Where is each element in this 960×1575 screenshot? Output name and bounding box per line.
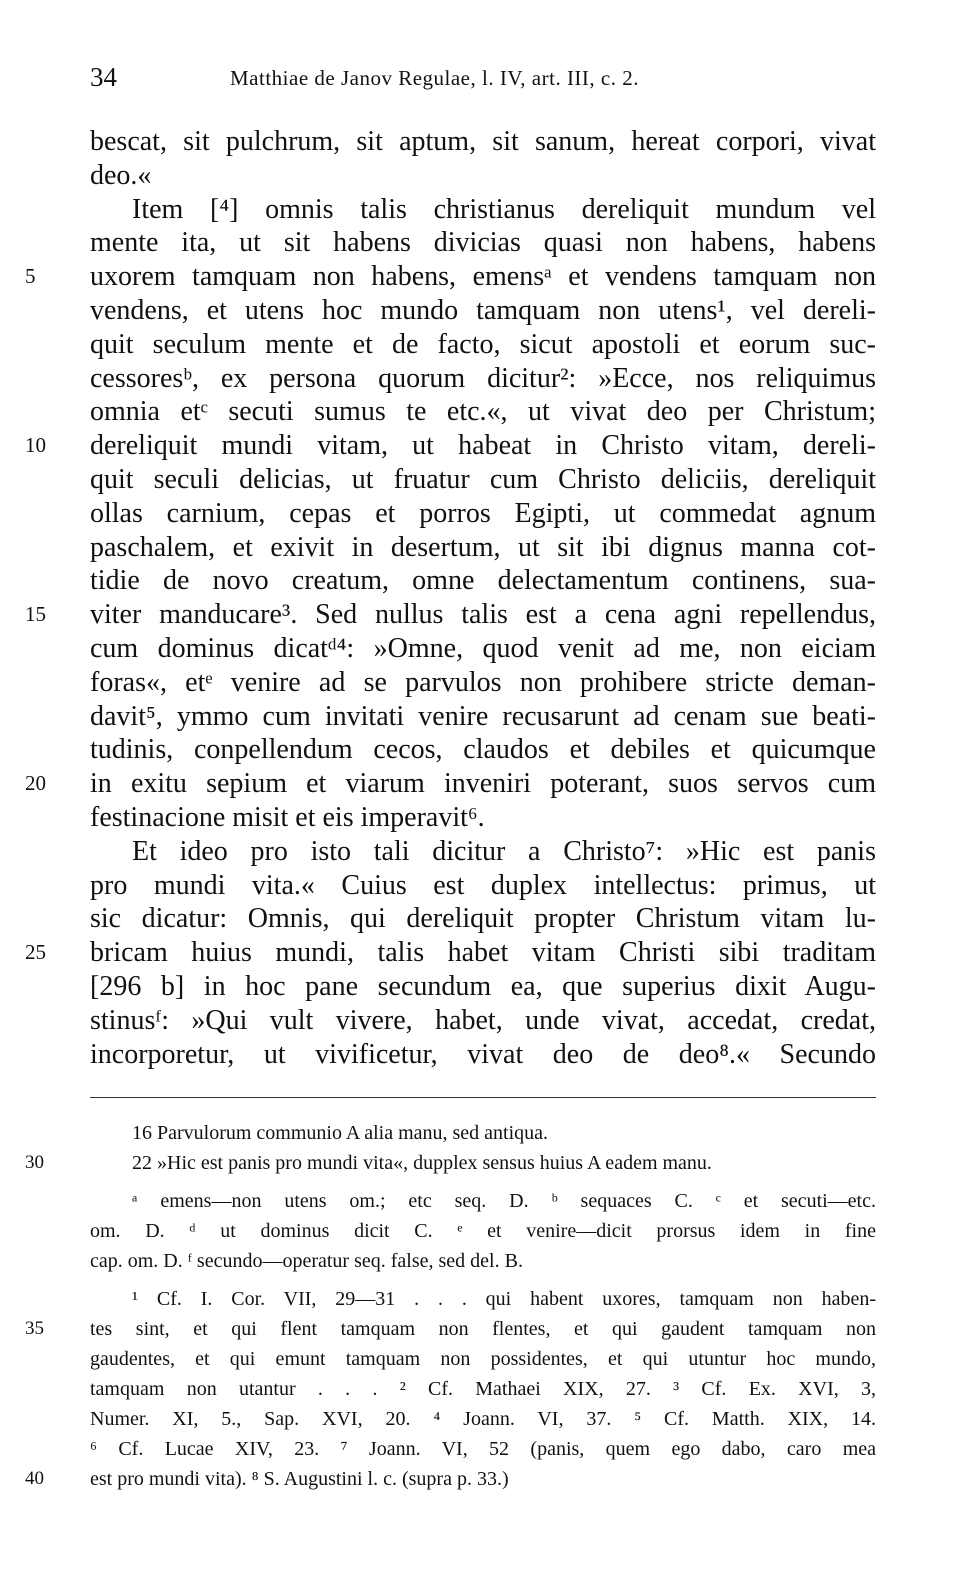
line-text: davit⁵, ymmo cum invitati venire recusarunt ad cenam sue beati- (90, 700, 876, 732)
line-text: tudinis, conpellendum cecos, claudos et debiles et quicumque (90, 734, 876, 766)
line-text: Item [⁴] omnis talis christianus dereliquit mundum vel (132, 193, 876, 225)
line-text: omnia etᶜ secuti sumus te etc.«, ut vivat deo per Christum; (90, 396, 876, 428)
note-line (90, 1216, 876, 1246)
line-text: quit seculi delicias, ut fruatur cum Christo deliciis, dereliquit (90, 463, 876, 495)
text-line (90, 1038, 876, 1072)
line-text: in exitu sepium et viarum inveniri poterant, suos servos cum (90, 768, 876, 800)
text-line (90, 226, 876, 260)
text-line (90, 193, 876, 227)
note-line (90, 1404, 876, 1434)
note-line (90, 1344, 876, 1374)
line-text: festinacione misit et eis imperavit⁶. (90, 801, 485, 833)
line-text: dereliquit mundi vitam, ut habeat in Christo vitam, dereli- (90, 430, 876, 462)
note-text: 16 Parvulorum communio A alia manu, sed antiqua. (132, 1122, 549, 1144)
line-text: incorporetur, ut vivificetur, vivat deo de deo⁸.« Secundo (90, 1038, 876, 1070)
line-number: 10 (25, 433, 46, 458)
text-line (25, 429, 876, 463)
line-text: uxorem tamquam non habens, emensᵃ et vendens tamquam non (90, 261, 876, 293)
note-line (90, 1284, 876, 1314)
line-text: [296 b] in hoc pane secundum ea, que superius dixit Augu- (90, 970, 876, 1002)
line-text: sic dicatur: Omnis, qui dereliquit propter Christum vitam lu- (90, 903, 876, 935)
line-text: bricam huius mundi, talis habet vitam Christi sibi traditam (90, 937, 876, 969)
text-line (90, 666, 876, 700)
text-line (90, 632, 876, 666)
note-line (25, 1148, 876, 1178)
line-number: 25 (25, 940, 46, 965)
note-text: gaudentes, et qui emunt tamquam non possidentes, et qui utuntur hoc mundo, (90, 1348, 876, 1370)
note-line (25, 1314, 876, 1344)
line-text: ollas carnium, cepas et porros Egipti, ut commedat agnum (90, 497, 876, 529)
note-text: est pro mundi vita). ⁸ S. Augustini l. c. (supra p. 33.) (90, 1468, 509, 1490)
line-text: deo.« (90, 159, 152, 191)
line-number: 40 (25, 1468, 44, 1489)
line-number: 20 (25, 771, 46, 796)
text-line (25, 260, 876, 294)
text-line (90, 869, 876, 903)
note-text: tes sint, et qui flent tamquam non flentes, et qui gaudent tamquam non (90, 1318, 876, 1340)
text-line (90, 1004, 876, 1038)
note-text: om. D. ᵈ ut dominus dicit C. ᵉ et venire—dicit prorsus idem in fine (90, 1220, 876, 1242)
text-line (25, 936, 876, 970)
line-text: mente ita, ut sit habens divicias quasi non habens, habens (90, 227, 876, 259)
text-line (90, 801, 876, 835)
text-line (90, 531, 876, 565)
line-text: paschalem, et exivit in desertum, ut sit ibi dignus manna cot- (90, 531, 876, 563)
text-line (90, 733, 876, 767)
text-line (90, 463, 876, 497)
note-text: cap. om. D. ᶠ secundo—operatur seq. false, sed del. B. (90, 1250, 523, 1272)
note-text: ᵃ emens—non utens om.; etc seq. D. ᵇ sequaces C. ᶜ et secuti—etc. (132, 1190, 876, 1212)
note-line (90, 1246, 876, 1276)
note-line (25, 1464, 876, 1494)
page-header (90, 62, 880, 102)
text-line (90, 564, 876, 598)
text-line (90, 902, 876, 936)
note-text: ¹ Cf. I. Cor. VII, 29—31 . . . qui habent uxores, tamquam non haben- (132, 1288, 876, 1310)
text-line (90, 970, 876, 1004)
note-text: 22 »Hic est panis pro mundi vita«, dupplex sensus huius A eadem manu. (132, 1152, 712, 1174)
note-text: Numer. XI, 5., Sap. XVI, 20. ⁴ Joann. VI, 37. ⁵ Cf. Matth. XIX, 14. (90, 1408, 876, 1430)
note-line (90, 1186, 876, 1216)
text-line (25, 767, 876, 801)
note-line (90, 1374, 876, 1404)
line-text: foras«, etᵉ venire ad se parvulos non prohibere stricte deman- (90, 666, 876, 698)
text-line (90, 700, 876, 734)
note-line (90, 1118, 876, 1148)
line-number: 15 (25, 602, 46, 627)
note-line (90, 1434, 876, 1464)
text-line (90, 835, 876, 869)
line-text: Et ideo pro isto tali dicitur a Christo⁷: »Hic est panis (132, 835, 876, 867)
line-text: bescat, sit pulchrum, sit aptum, sit sanum, hereat corpori, vivat (90, 126, 876, 157)
line-text: cum dominus dicatᵈ⁴: »Omne, quod venit ad me, non eiciam (90, 632, 876, 664)
footnote-divider (90, 1097, 876, 1098)
line-text: tidie de novo creatum, omne delectamentum continens, sua- (90, 565, 876, 597)
text-line (90, 125, 876, 159)
text-line (90, 362, 876, 396)
running-head: Matthiae de Janov Regulae, l. IV, art. III, c. 2. (230, 66, 639, 90)
note-text: ⁶ Cf. Lucae XIV, 23. ⁷ Joann. VI, 52 (panis, quem ego dabo, caro mea (90, 1438, 876, 1460)
page-number: 34 (90, 62, 117, 92)
line-text: quit seculum mente et de facto, sicut apostoli et eorum suc- (90, 328, 876, 360)
text-line (25, 598, 876, 632)
text-line (90, 395, 876, 429)
text-line (90, 294, 876, 328)
text-line (90, 159, 876, 193)
text-line (90, 497, 876, 531)
line-text: vendens, et utens hoc mundo tamquam non utens¹, vel dereli- (90, 294, 876, 326)
line-number: 30 (25, 1152, 44, 1173)
apparatus-notes (25, 1118, 876, 1494)
line-number: 5 (25, 264, 36, 289)
line-text: cessoresᵇ, ex persona quorum dicitur²: »Ecce, nos reliquimus (90, 362, 876, 394)
line-text: viter manducare³. Sed nullus talis est a cena agni repellendus, (90, 599, 876, 631)
main-text (25, 125, 876, 1071)
line-text: stinusᶠ: »Qui vult vivere, habet, unde vivat, accedat, credat, (90, 1004, 876, 1036)
line-number: 35 (25, 1318, 44, 1339)
note-text: tamquam non utantur . . . ² Cf. Mathaei XIX, 27. ³ Cf. Ex. XVI, 3, (90, 1378, 876, 1400)
line-text: pro mundi vita.« Cuius est duplex intellectus: primus, ut (90, 869, 876, 901)
text-line (90, 328, 876, 362)
